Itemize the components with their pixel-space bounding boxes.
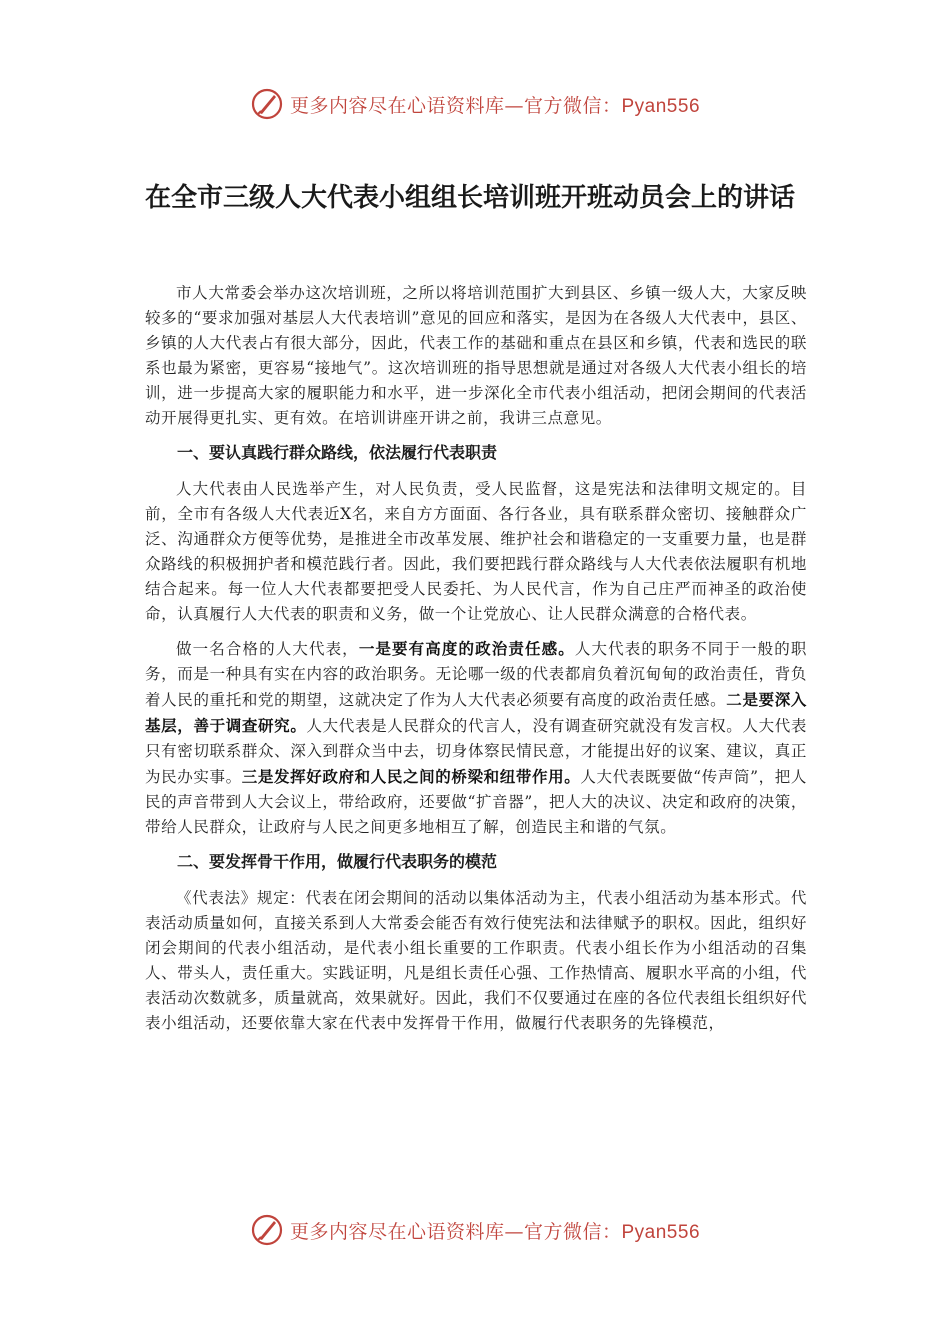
footer-banner xyxy=(0,1210,950,1250)
banner-text xyxy=(290,91,700,118)
p2-bold-point-3: 三是发挥好政府和人民之间的桥梁和纽带作用。 xyxy=(241,767,581,786)
p2-bold-point-1: 一是要有高度的政治责任感。 xyxy=(358,639,575,658)
quill-logo-icon xyxy=(250,87,284,121)
p2-text-e: 人大代表是人民群众的代言人，没有调查研究就没有发言权。人大代表只有密切联系群众、深入到群众当中去，切身体察民情民意，才能提出好的议案、建议，真正为民办实事。 xyxy=(145,717,807,786)
p2-text-c: 人大代表的职务不同于一般的职务，而是一种具有实在内容的政治职务。无论哪一级的代表都肩负着沉甸甸的政治责任，背负着人民的重托和党的期望，这就决定了作为人大代表必须要有高度的政治责任感。 xyxy=(145,640,807,709)
banner-wechat-id: Pyan556 xyxy=(621,1221,701,1243)
quill-logo-icon xyxy=(250,1213,284,1247)
section-heading-1: 一、要认真践行群众路线，依法履行代表职责 xyxy=(177,443,498,462)
banner-wechat-id: Pyan556 xyxy=(621,95,701,117)
p2-text-a: 做一名合格的人大代表， xyxy=(176,640,359,658)
section1-paragraph-2 xyxy=(145,636,807,840)
section2-paragraph-1: 《代表法》规定：代表在闭会期间的活动以集体活动为主，代表小组活动为基本形式。代表活动质量如何，直接关系到人大常委会能否有效行使宪法和法律赋予的职权。因此，组织好闭会期间的代表小组活动，是代表小组长重要的工作职责。代表小组长作为小组活动的召集人、带头人，责任重大。实践证明，凡是组长责任心强、工作热情高、履职水平高的小组，代表活动次数就多，质量就高，效果就好。因此，我们不仅要通过在座的各位代表组长组织好代表小组活动，还要依靠大家在代表中发挥骨干作用，做履行代表职务的先锋模范， xyxy=(145,889,807,1032)
p2-bold-point-2: 二是要深入基层，善于调查研究。 xyxy=(145,690,807,735)
intro-paragraph: 市人大常委会举办这次培训班，之所以将培训范围扩大到县区、乡镇一级人大，大家反映较多的“要求加强对基层人大代表培训”意见的回应和落实，是因为在各级人大代表中，县区、乡镇的人大代表占有很大部分，因此，代表工作的基础和重点在县区和乡镇，代表和选民的联系也最为紧密，更容易“接地气”。这次培训班的指导思想就是通过对各级人大代表小组长的培训，进一步提高大家的履职能力和水平，进一步深化全市代表小组活动，把闭会期间的代表活动开展得更扎实、更有效。在培训讲座开讲之前，我讲三点意见。 xyxy=(145,284,807,427)
section-heading-2: 二、要发挥骨干作用，做履行代表职务的模范 xyxy=(177,852,498,871)
section1-paragraph-1: 人大代表由人民选举产生，对人民负责，受人民监督，这是宪法和法律明文规定的。目前，全市有各级人大代表近X名，来自方方面面、各行各业，具有联系群众密切、接触群众广泛、沟通群众方便等优势，是推进全市改革发展、维护社会和谐稳定的一支重要力量，也是群众路线的积极拥护者和模范践行者。因此，我们要把践行群众路线与人大代表依法履职有机地结合起来。每一位人大代表都要把受人民委托、为人民代言，作为自己庄严而神圣的政治使命，认真履行人大代表的职责和义务，做一个让党放心、让人民群众满意的合格代表。 xyxy=(145,480,807,623)
banner-text-cn: 更多内容尽在心语资料库—官方微信： xyxy=(289,94,622,117)
header-banner xyxy=(0,84,950,124)
banner-text-cn: 更多内容尽在心语资料库—官方微信： xyxy=(289,1220,622,1243)
document-title: 在全市三级人大代表小组组长培训班开班动员会上的讲话 xyxy=(145,183,796,213)
p2-text-g: 人大代表既要做“传声筒”，把人民的声音带到人大会议上，带给政府，还要做“扩音器”，把人大的决议、决定和政府的决策，带给人民群众，让政府与人民之间更多地相互了解，创造民主和谐的气氛。 xyxy=(145,768,807,836)
document-body xyxy=(145,281,807,1045)
banner-text xyxy=(290,1217,700,1244)
